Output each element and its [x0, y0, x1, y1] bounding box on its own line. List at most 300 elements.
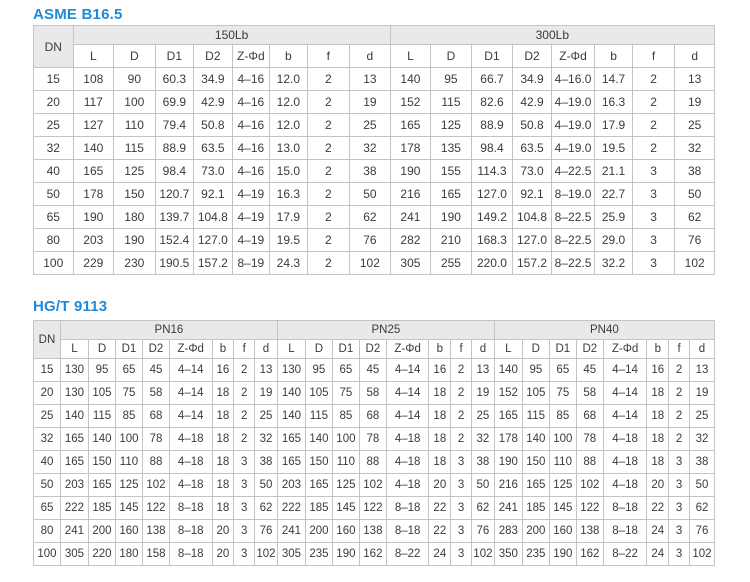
table-cell: 16	[429, 359, 451, 382]
table-cell: 140	[390, 68, 431, 91]
table-cell: 4–14	[603, 382, 647, 405]
table-cell: 102	[255, 543, 278, 566]
table-cell: 203	[277, 474, 305, 497]
table1-column-header: b	[595, 45, 632, 68]
table-cell: 140	[73, 137, 114, 160]
table-cell: 135	[431, 137, 472, 160]
table-cell: 165	[494, 405, 522, 428]
table2-column-header: L	[60, 340, 88, 359]
table-cell: 105	[89, 382, 116, 405]
table-cell: 29.0	[595, 229, 632, 252]
dn-cell: 80	[34, 229, 74, 252]
table-cell: 8–18	[386, 520, 429, 543]
table-cell: 24	[647, 543, 669, 566]
table-cell: 20	[429, 474, 451, 497]
table-cell: 58	[576, 382, 603, 405]
table-cell: 140	[522, 428, 549, 451]
table-cell: 2	[451, 359, 472, 382]
table-cell: 185	[89, 497, 116, 520]
table1-group-300lb: 300Lb	[390, 26, 714, 45]
table-cell: 38	[689, 451, 714, 474]
table-cell: 102	[471, 543, 494, 566]
table-cell: 16	[212, 359, 234, 382]
table-cell: 235	[522, 543, 549, 566]
table-cell: 92.1	[194, 183, 233, 206]
table-cell: 127.0	[513, 229, 552, 252]
table-cell: 4–18	[169, 428, 212, 451]
table-cell: 19	[675, 91, 715, 114]
table2-dn-header: DN	[34, 321, 61, 359]
table-cell: 2	[307, 114, 350, 137]
table-cell: 105	[522, 382, 549, 405]
table-cell: 180	[114, 206, 156, 229]
table1-column-header: D2	[194, 45, 233, 68]
table-cell: 4–16	[232, 114, 269, 137]
table-cell: 127.0	[194, 229, 233, 252]
dn-cell: 40	[34, 160, 74, 183]
table-cell: 4–18	[386, 451, 429, 474]
table-cell: 8–18	[169, 520, 212, 543]
table-cell: 4–14	[169, 405, 212, 428]
table-row	[34, 252, 715, 275]
table2-column-header: d	[255, 340, 278, 359]
table-cell: 4–18	[386, 474, 429, 497]
table-cell: 4–16	[232, 160, 269, 183]
table-cell: 85	[115, 405, 142, 428]
table-cell: 95	[305, 359, 332, 382]
table-cell: 2	[451, 382, 472, 405]
table2-group-pn25: PN25	[277, 321, 494, 340]
table-cell: 230	[114, 252, 156, 275]
table-cell: 125	[114, 160, 156, 183]
table-cell: 58	[359, 382, 386, 405]
table-cell: 216	[494, 474, 522, 497]
table-cell: 102	[350, 252, 391, 275]
table-cell: 222	[60, 497, 88, 520]
table-cell: 78	[142, 428, 169, 451]
table-cell: 65	[332, 359, 359, 382]
dn-cell: 20	[34, 91, 74, 114]
table-cell: 82.6	[471, 91, 513, 114]
table-row	[34, 91, 715, 114]
table-cell: 76	[471, 520, 494, 543]
table-cell: 60.3	[155, 68, 194, 91]
table2-group-header-row	[34, 321, 715, 340]
table-cell: 78	[359, 428, 386, 451]
table2-column-header: D2	[576, 340, 603, 359]
table-cell: 62	[675, 206, 715, 229]
table-cell: 50	[350, 183, 391, 206]
table2-column-header: D	[522, 340, 549, 359]
table-cell: 4–16	[232, 91, 269, 114]
table-cell: 165	[277, 451, 305, 474]
table2-column-header: L	[494, 340, 522, 359]
table-cell: 19	[689, 382, 714, 405]
table-cell: 24	[429, 543, 451, 566]
table-cell: 130	[60, 382, 88, 405]
table-cell: 115	[431, 91, 472, 114]
table-cell: 18	[429, 451, 451, 474]
table-cell: 14.7	[595, 68, 632, 91]
table2-column-header: b	[429, 340, 451, 359]
table-cell: 88	[359, 451, 386, 474]
table-cell: 8–18	[169, 543, 212, 566]
table-cell: 75	[115, 382, 142, 405]
table-cell: 4–19.0	[551, 91, 595, 114]
table-cell: 100	[332, 428, 359, 451]
table-cell: 241	[60, 520, 88, 543]
table2-column-header: D2	[142, 340, 169, 359]
table-cell: 2	[307, 252, 350, 275]
table2-title: HG/T 9113	[33, 298, 108, 315]
table-cell: 3	[632, 252, 675, 275]
table-cell: 8–18	[603, 497, 647, 520]
table-cell: 2	[451, 405, 472, 428]
table-cell: 165	[277, 428, 305, 451]
table-cell: 50	[255, 474, 278, 497]
table-cell: 122	[359, 497, 386, 520]
table-cell: 4–18	[603, 428, 647, 451]
table-cell: 165	[522, 474, 549, 497]
table-cell: 3	[669, 451, 690, 474]
table2-column-header: d	[689, 340, 714, 359]
table-cell: 19	[350, 91, 391, 114]
table-cell: 76	[675, 229, 715, 252]
table-cell: 25	[471, 405, 494, 428]
table-cell: 8–19	[232, 252, 269, 275]
table-cell: 92.1	[513, 183, 552, 206]
table-cell: 110	[332, 451, 359, 474]
table-cell: 140	[60, 405, 88, 428]
table-cell: 305	[277, 543, 305, 566]
table-cell: 2	[632, 68, 675, 91]
table-cell: 185	[522, 497, 549, 520]
table-cell: 88	[576, 451, 603, 474]
table-cell: 138	[142, 520, 169, 543]
table-cell: 115	[522, 405, 549, 428]
table-cell: 95	[522, 359, 549, 382]
table-cell: 190	[332, 543, 359, 566]
table-cell: 2	[307, 229, 350, 252]
table-cell: 88.9	[471, 114, 513, 137]
table-cell: 145	[115, 497, 142, 520]
table-cell: 45	[359, 359, 386, 382]
table2-column-header: b	[212, 340, 234, 359]
table-cell: 100	[549, 428, 576, 451]
table-row	[34, 160, 715, 183]
table-cell: 2	[307, 91, 350, 114]
table-cell: 73.0	[194, 160, 233, 183]
table-cell: 65	[115, 359, 142, 382]
table-cell: 18	[647, 382, 669, 405]
table1-column-header: D1	[471, 45, 513, 68]
table-cell: 78	[576, 428, 603, 451]
table-cell: 178	[73, 183, 114, 206]
table-cell: 282	[390, 229, 431, 252]
table-cell: 3	[234, 451, 255, 474]
dn-cell: 32	[34, 428, 61, 451]
table-cell: 21.1	[595, 160, 632, 183]
dn-cell: 25	[34, 114, 74, 137]
table-cell: 4–19.0	[551, 114, 595, 137]
table-cell: 32	[255, 428, 278, 451]
table-cell: 104.8	[513, 206, 552, 229]
table-cell: 241	[277, 520, 305, 543]
table-cell: 88.9	[155, 137, 194, 160]
table-cell: 178	[494, 428, 522, 451]
table-cell: 165	[390, 114, 431, 137]
table-cell: 19.5	[270, 229, 307, 252]
table2-column-header-row	[34, 340, 715, 359]
table-cell: 2	[632, 114, 675, 137]
table-cell: 160	[549, 520, 576, 543]
table-cell: 4–16	[232, 137, 269, 160]
table-cell: 68	[142, 405, 169, 428]
table2-column-header: f	[669, 340, 690, 359]
table-cell: 19.5	[595, 137, 632, 160]
table-row	[34, 382, 715, 405]
table2-column-header: Z-Φd	[603, 340, 647, 359]
table-cell: 4–16.0	[551, 68, 595, 91]
table-cell: 3	[669, 543, 690, 566]
table-cell: 3	[451, 520, 472, 543]
table-cell: 3	[632, 183, 675, 206]
table-cell: 32.2	[595, 252, 632, 275]
dn-cell: 15	[34, 359, 61, 382]
table-cell: 2	[669, 405, 690, 428]
table-cell: 19	[255, 382, 278, 405]
table2-group-pn40: PN40	[494, 321, 714, 340]
table-cell: 114.3	[471, 160, 513, 183]
table-cell: 110	[549, 451, 576, 474]
table-row	[34, 68, 715, 91]
table1-column-header: D	[431, 45, 472, 68]
table-cell: 8–18	[603, 520, 647, 543]
table-cell: 13	[675, 68, 715, 91]
table1-column-header: d	[350, 45, 391, 68]
table2-column-header: D2	[359, 340, 386, 359]
table-cell: 20	[212, 520, 234, 543]
table-cell: 152	[390, 91, 431, 114]
table-cell: 79.4	[155, 114, 194, 137]
table-row	[34, 497, 715, 520]
table-cell: 127.0	[471, 183, 513, 206]
table-cell: 220	[89, 543, 116, 566]
table-cell: 25	[689, 405, 714, 428]
table-cell: 165	[89, 474, 116, 497]
table-cell: 165	[305, 474, 332, 497]
table-cell: 16.3	[270, 183, 307, 206]
table-cell: 18	[212, 428, 234, 451]
table-cell: 16	[647, 359, 669, 382]
table-cell: 2	[307, 137, 350, 160]
table2-group-pn16: PN16	[60, 321, 277, 340]
table-cell: 90	[114, 68, 156, 91]
table1-column-header: D	[114, 45, 156, 68]
table-cell: 95	[89, 359, 116, 382]
table-cell: 138	[359, 520, 386, 543]
table-cell: 8–18	[169, 497, 212, 520]
table-cell: 3	[451, 451, 472, 474]
table-cell: 305	[60, 543, 88, 566]
table-cell: 18	[212, 474, 234, 497]
table-cell: 165	[60, 451, 88, 474]
table-cell: 8–18	[386, 497, 429, 520]
table-cell: 2	[307, 160, 350, 183]
table-cell: 185	[305, 497, 332, 520]
table-cell: 139.7	[155, 206, 194, 229]
table-cell: 4–19.0	[551, 137, 595, 160]
table-cell: 17.9	[595, 114, 632, 137]
table-cell: 180	[115, 543, 142, 566]
table-cell: 3	[234, 520, 255, 543]
hgt-9113-table	[33, 320, 715, 566]
table2-column-header: Z-Φd	[169, 340, 212, 359]
table-cell: 115	[305, 405, 332, 428]
table-cell: 2	[669, 428, 690, 451]
table1-column-header: Z-Φd	[551, 45, 595, 68]
table-cell: 283	[494, 520, 522, 543]
table-cell: 203	[60, 474, 88, 497]
table-cell: 102	[142, 474, 169, 497]
table-cell: 50	[471, 474, 494, 497]
table-cell: 75	[332, 382, 359, 405]
table-cell: 127	[73, 114, 114, 137]
table-cell: 4–19	[232, 206, 269, 229]
table-cell: 152	[494, 382, 522, 405]
table-cell: 125	[549, 474, 576, 497]
table-cell: 149.2	[471, 206, 513, 229]
table-cell: 108	[73, 68, 114, 91]
table-cell: 4–19	[232, 229, 269, 252]
table-cell: 2	[451, 428, 472, 451]
table-cell: 190	[390, 160, 431, 183]
table-cell: 4–14	[386, 359, 429, 382]
table-cell: 115	[114, 137, 156, 160]
dn-cell: 25	[34, 405, 61, 428]
table-cell: 168.3	[471, 229, 513, 252]
table-cell: 65	[549, 359, 576, 382]
table-cell: 3	[632, 229, 675, 252]
table-cell: 13	[471, 359, 494, 382]
table-cell: 20	[212, 543, 234, 566]
table-cell: 69.9	[155, 91, 194, 114]
table-cell: 190	[549, 543, 576, 566]
table-cell: 150	[305, 451, 332, 474]
table-cell: 2	[234, 405, 255, 428]
table-cell: 98.4	[155, 160, 194, 183]
table-cell: 117	[73, 91, 114, 114]
table-cell: 200	[305, 520, 332, 543]
table1-column-header: Z-Φd	[232, 45, 269, 68]
table-cell: 157.2	[513, 252, 552, 275]
table-row	[34, 183, 715, 206]
table-cell: 32	[350, 137, 391, 160]
table-cell: 24.3	[270, 252, 307, 275]
table-cell: 190	[73, 206, 114, 229]
table-cell: 85	[549, 405, 576, 428]
table2-column-header: D1	[549, 340, 576, 359]
table-cell: 62	[689, 497, 714, 520]
dn-cell: 100	[34, 543, 61, 566]
table-cell: 25	[350, 114, 391, 137]
table-cell: 130	[60, 359, 88, 382]
table-cell: 13	[350, 68, 391, 91]
table-cell: 100	[114, 91, 156, 114]
table-cell: 15.0	[270, 160, 307, 183]
table-cell: 50	[675, 183, 715, 206]
table-cell: 85	[332, 405, 359, 428]
table-cell: 3	[669, 520, 690, 543]
table-cell: 38	[675, 160, 715, 183]
table-cell: 4–22.5	[551, 160, 595, 183]
table-cell: 125	[115, 474, 142, 497]
table-cell: 162	[576, 543, 603, 566]
table-cell: 2	[307, 206, 350, 229]
table-cell: 152.4	[155, 229, 194, 252]
table2-column-header: b	[647, 340, 669, 359]
table-cell: 2	[632, 137, 675, 160]
table-row	[34, 543, 715, 566]
table2-column-header: d	[471, 340, 494, 359]
table-cell: 200	[89, 520, 116, 543]
table-cell: 3	[234, 474, 255, 497]
table1-column-header: L	[73, 45, 114, 68]
table2-column-header: f	[234, 340, 255, 359]
table-cell: 165	[73, 160, 114, 183]
table-cell: 50.8	[513, 114, 552, 137]
table-cell: 22	[429, 497, 451, 520]
table2-column-header: L	[277, 340, 305, 359]
table-cell: 241	[390, 206, 431, 229]
table-cell: 120.7	[155, 183, 194, 206]
table2-column-header: D1	[332, 340, 359, 359]
table-cell: 3	[632, 160, 675, 183]
table-cell: 216	[390, 183, 431, 206]
table-cell: 18	[647, 405, 669, 428]
table-cell: 4–14	[169, 382, 212, 405]
table-cell: 12.0	[270, 114, 307, 137]
table2-column-header: f	[451, 340, 472, 359]
table-cell: 3	[451, 543, 472, 566]
table-cell: 165	[60, 428, 88, 451]
table-cell: 63.5	[513, 137, 552, 160]
table-cell: 18	[429, 382, 451, 405]
table-cell: 3	[234, 497, 255, 520]
table-cell: 45	[142, 359, 169, 382]
table-cell: 68	[359, 405, 386, 428]
table-cell: 73.0	[513, 160, 552, 183]
table-cell: 190.5	[155, 252, 194, 275]
table-cell: 18	[212, 497, 234, 520]
table-cell: 50.8	[194, 114, 233, 137]
dn-cell: 50	[34, 183, 74, 206]
dn-cell: 15	[34, 68, 74, 91]
table1-title: ASME B16.5	[33, 6, 123, 23]
dn-cell: 80	[34, 520, 61, 543]
table-cell: 102	[675, 252, 715, 275]
table-cell: 2	[234, 382, 255, 405]
table-cell: 18	[212, 382, 234, 405]
table-cell: 76	[255, 520, 278, 543]
table-cell: 122	[576, 497, 603, 520]
table-cell: 210	[431, 229, 472, 252]
table-cell: 12.0	[270, 91, 307, 114]
table-cell: 140	[277, 405, 305, 428]
table-cell: 50	[689, 474, 714, 497]
table1-column-header: d	[675, 45, 715, 68]
table-cell: 102	[359, 474, 386, 497]
